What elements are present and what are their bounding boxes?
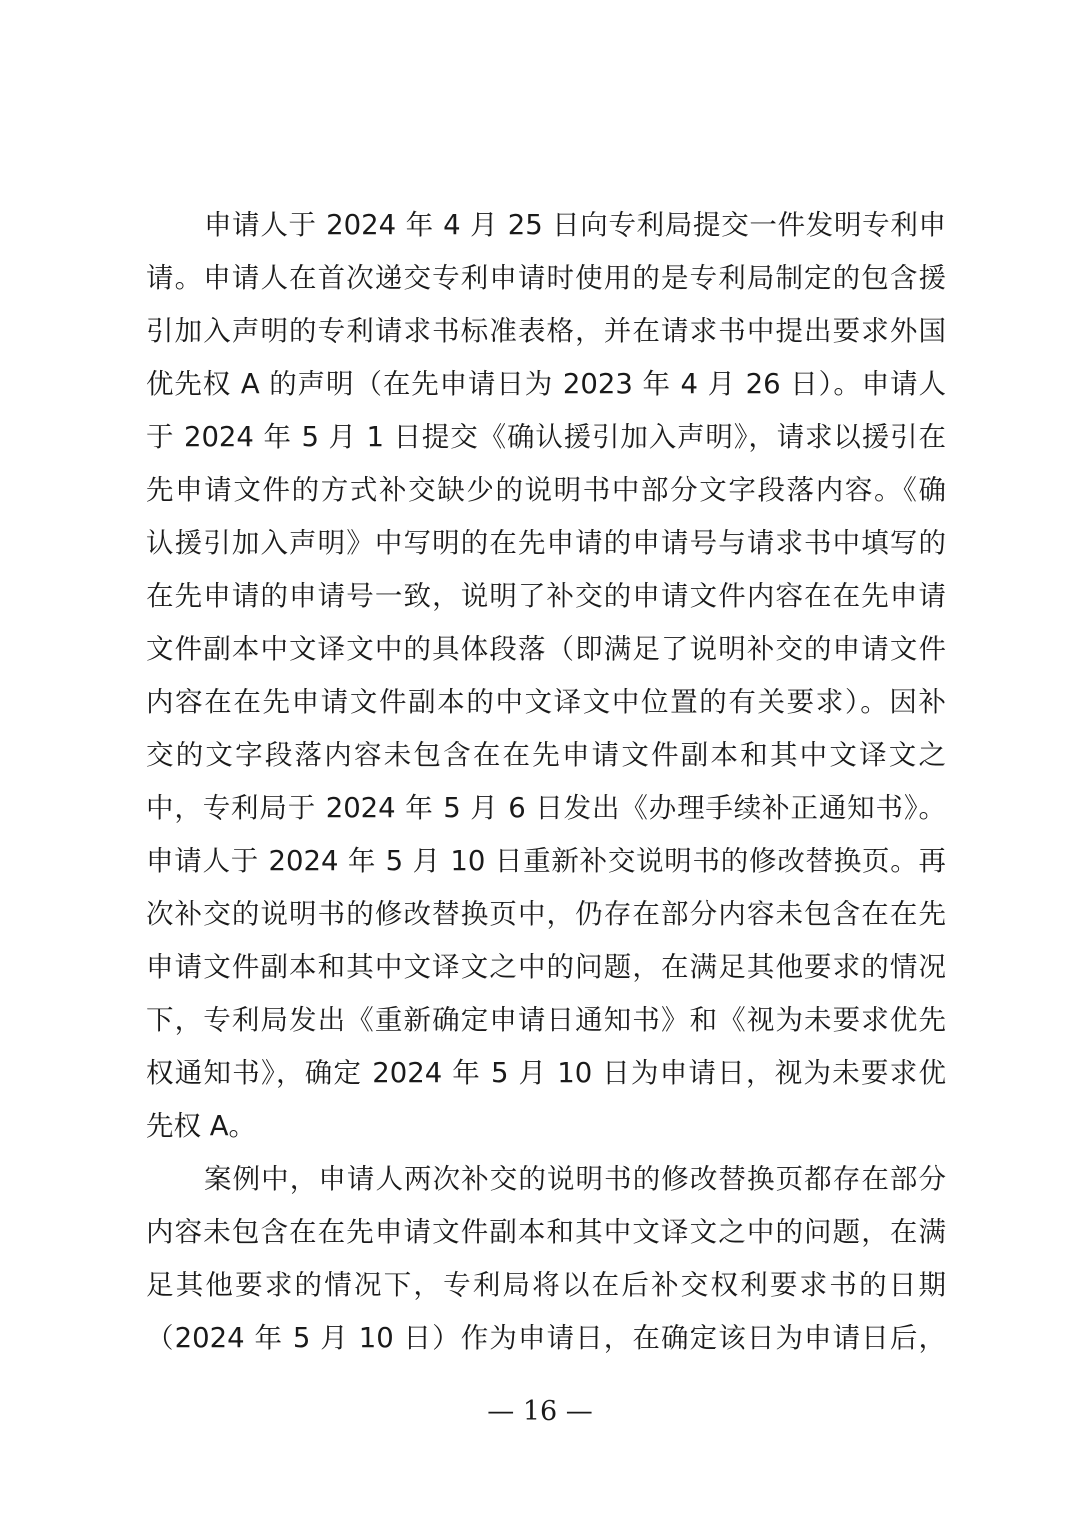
paragraph-1-line-15: 申请文件副本和其中文译文之中的问题，在满足其他要求的情况 (146, 951, 946, 983)
paragraph-1-line-10: 内容在在先申请文件副本的中文译文中位置的有关要求）。因补 (146, 686, 946, 718)
paragraph-1-line-7: 认援引加入声明》中写明的在先申请的申请号与请求书中填写的 (146, 527, 946, 559)
paragraph-1-line-8: 在先申请的申请号一致，说明了补交的申请文件内容在在先申请 (146, 580, 946, 612)
paragraph-1-line-14: 次补交的说明书的修改替换页中，仍存在部分内容未包含在在先 (146, 898, 946, 930)
paragraph-1-line-6: 先申请文件的方式补交缺少的说明书中部分文字段落内容。《确 (146, 474, 946, 506)
paragraph-1-line-2: 请。申请人在首次递交专利申请时使用的是专利局制定的包含援 (146, 262, 946, 294)
body-text (146, 199, 946, 1365)
paragraph-1-line-4: 优先权 A 的声明（在先申请日为 2023 年 4 月 26 日）。申请人 (146, 368, 946, 400)
paragraph-1-line-13: 申请人于 2024 年 5 月 10 日重新补交说明书的修改替换页。再 (146, 845, 946, 877)
paragraph-2-line-1: 案例中，申请人两次补交的说明书的修改替换页都存在部分 (204, 1163, 946, 1195)
paragraph-1-line-12: 中，专利局于 2024 年 5 月 6 日发出《办理手续补正通知书》。 (146, 792, 946, 824)
paragraph-2-line-4: （2024 年 5 月 10 日）作为申请日，在确定该日为申请日后， (146, 1322, 946, 1354)
paragraph-1-line-18: 先权 A。 (146, 1110, 257, 1142)
paragraph-1-line-5: 于 2024 年 5 月 1 日提交《确认援引加入声明》，请求以援引在 (146, 421, 946, 453)
paragraph-1-line-9: 文件副本中文译文中的具体段落（即满足了说明补交的申请文件 (146, 633, 946, 665)
page-number: — 16 — (487, 1396, 593, 1427)
paragraph-1-line-1: 申请人于 2024 年 4 月 25 日向专利局提交一件发明专利申 (204, 209, 946, 241)
paragraph-1-line-3: 引加入声明的专利请求书标准表格，并在请求书中提出要求外国 (146, 315, 946, 347)
paragraph-1-line-17: 权通知书》，确定 2024 年 5 月 10 日为申请日，视为未要求优 (146, 1057, 946, 1089)
paragraph-1-line-11: 交的文字段落内容未包含在在先申请文件副本和其中文译文之 (146, 739, 946, 771)
paragraph-2-line-2: 内容未包含在在先申请文件副本和其中文译文之中的问题，在满 (146, 1216, 946, 1248)
paragraph-1-line-16: 下，专利局发出《重新确定申请日通知书》和《视为未要求优先 (146, 1004, 946, 1036)
paragraph-2-line-3: 足其他要求的情况下，专利局将以在后补交权利要求书的日期 (146, 1269, 946, 1301)
